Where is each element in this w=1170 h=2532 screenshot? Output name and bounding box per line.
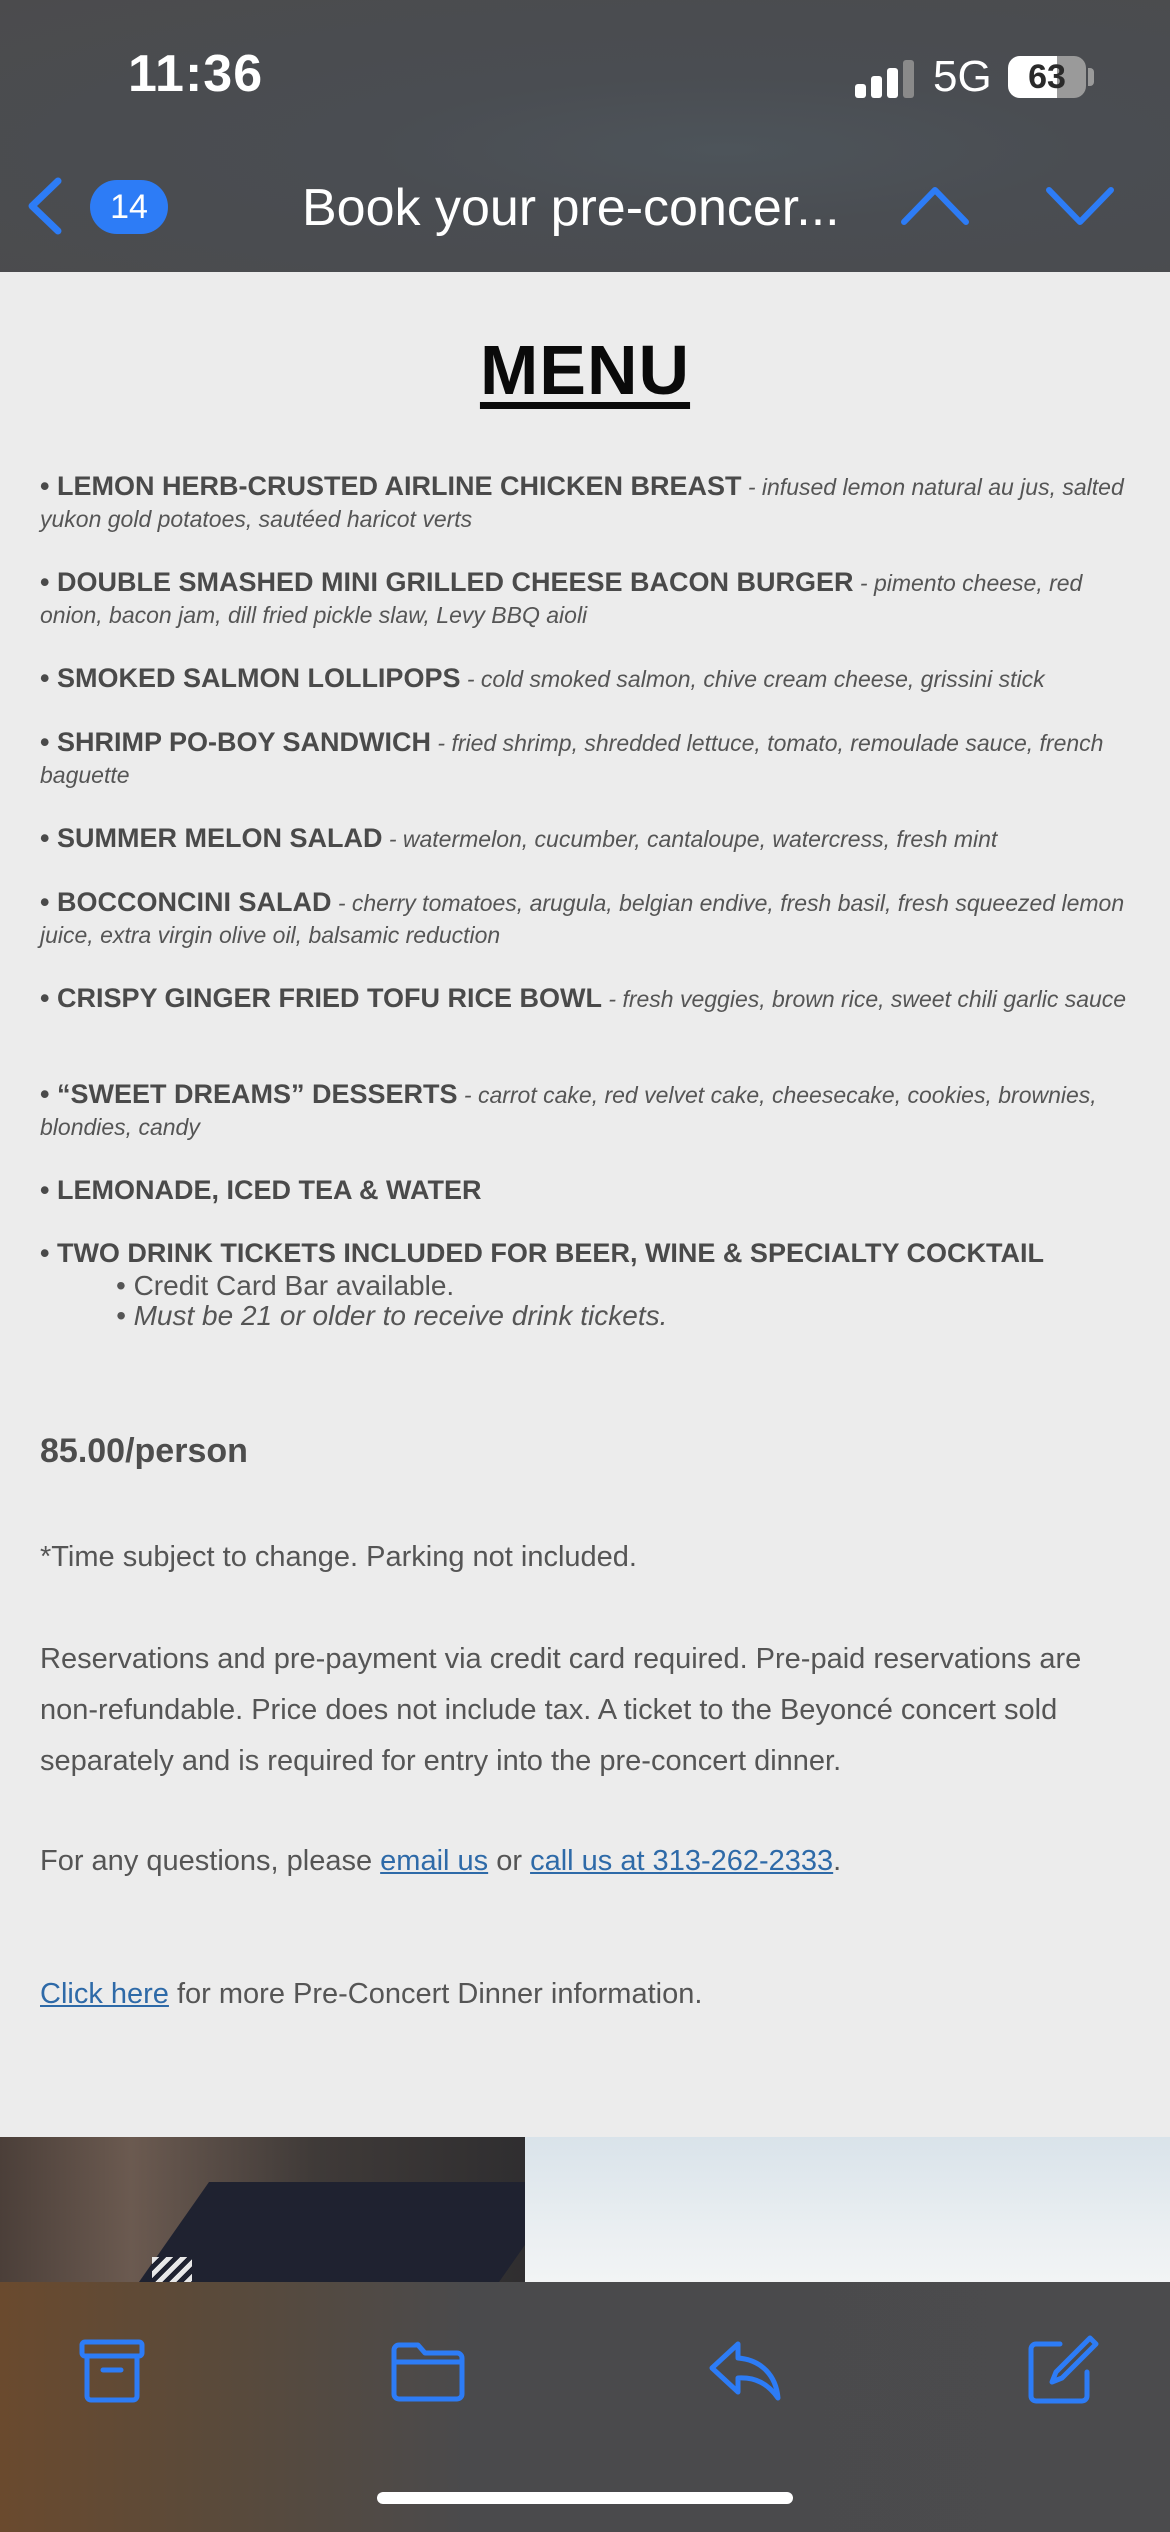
- compose-icon: [1020, 2330, 1100, 2410]
- menu-item-desc: - cold smoked salmon, chive cream cheese, grissini stick: [460, 666, 1045, 692]
- previous-message-button[interactable]: [900, 180, 970, 230]
- menu-item: [40, 886, 1135, 951]
- more-info-line: [40, 1969, 1140, 2020]
- menu-item: [40, 1174, 1135, 1207]
- menu-item: [40, 662, 1135, 695]
- move-to-folder-button[interactable]: [388, 2330, 468, 2410]
- archive-button[interactable]: [72, 2330, 152, 2410]
- chevron-up-icon: [900, 180, 970, 230]
- email-subject-title: Book your pre-concer...: [302, 179, 840, 237]
- menu-item-desc: - watermelon, cucumber, cantaloupe, watercress, fresh mint: [382, 826, 998, 852]
- compose-button[interactable]: [1020, 2330, 1100, 2410]
- more-info-text: for more Pre-Concert Dinner information.: [168, 1978, 703, 2010]
- menu-item: [40, 982, 1135, 1015]
- menu-item-name: • TWO DRINK TICKETS INCLUDED FOR BEER, WINE & SPECIALTY COCKTAIL: [40, 1238, 1044, 1268]
- chevron-left-icon: [22, 175, 72, 237]
- menu-item: [40, 470, 1135, 535]
- questions-suffix: .: [833, 1845, 842, 1877]
- battery-icon: [1008, 56, 1086, 98]
- menu-item-name: • BOCCONCINI SALAD: [40, 887, 332, 917]
- folder-icon: [388, 2330, 468, 2410]
- menu-item-name: • LEMONADE, ICED TEA & WATER: [40, 1175, 482, 1205]
- menu-sub-item: • Credit Card Bar available.: [116, 1270, 455, 1301]
- menu-item-name: • SHRIMP PO-BOY SANDWICH: [40, 727, 431, 757]
- reply-button[interactable]: [704, 2330, 784, 2410]
- top-bar: [0, 0, 1170, 272]
- back-button[interactable]: [22, 175, 72, 237]
- menu-item: [40, 1237, 1135, 1270]
- questions-line: [40, 1836, 1140, 1887]
- menu-item-name: • CRISPY GINGER FRIED TOFU RICE BOWL: [40, 983, 602, 1013]
- menu-item-name: • SMOKED SALMON LOLLIPOPS: [40, 663, 461, 693]
- questions-prefix: For any questions, please: [40, 1845, 381, 1877]
- menu-item-name: • LEMON HERB-CRUSTED AIRLINE CHICKEN BREAST: [40, 471, 742, 501]
- menu-item-desc: - infused lemon natural au jus, salted yukon gold potatoes, sautéed haricot verts: [40, 474, 1124, 532]
- menu-item-desc: - pimento cheese, red onion, bacon jam, dill fried pickle slaw, Levy BBQ aioli: [40, 570, 1083, 628]
- click-here-link[interactable]: Click here: [40, 1978, 169, 2010]
- menu-item-name: • SUMMER MELON SALAD: [40, 823, 383, 853]
- fork-detail: [152, 2257, 192, 2282]
- menu-item-desc: - carrot cake, red velvet cake, cheesecake, cookies, brownies, blondies, candy: [40, 1082, 1097, 1140]
- menu-item-desc: - fried shrimp, shredded lettuce, tomato, remoulade sauce, french baguette: [40, 730, 1104, 788]
- menu-title: MENU: [479, 331, 691, 409]
- network-type: 5G: [933, 52, 992, 101]
- chevron-down-icon: [1045, 180, 1115, 230]
- menu-sub-item: • Must be 21 or older to receive drink tickets.: [116, 1300, 668, 1331]
- questions-or: or: [488, 1845, 531, 1877]
- menu-item: [40, 822, 1135, 855]
- venue-photo[interactable]: [525, 2137, 1170, 2282]
- menu-item: [40, 1078, 1135, 1143]
- reservations-note: Reservations and pre-payment via credit card required. Pre-paid reservations are non-refundable. Price does not include tax. A ticket to the Beyoncé concert sold separately and is required for entry into the pre-concert dinner.: [40, 1643, 1082, 1777]
- menu-item: [40, 726, 1135, 791]
- menu-item-name: • DOUBLE SMASHED MINI GRILLED CHEESE BACON BURGER: [40, 567, 854, 597]
- menu-item-desc: - cherry tomatoes, arugula, belgian endive, fresh basil, fresh squeezed lemon juice, extra virgin olive oil, balsamic reduction: [40, 890, 1125, 948]
- mailbox-count-badge[interactable]: 14: [90, 180, 168, 234]
- dinner-photo[interactable]: [0, 2137, 525, 2282]
- menu-item-name: • “SWEET DREAMS” DESSERTS: [40, 1079, 458, 1109]
- price-per-person: 85.00/person: [40, 1432, 248, 1470]
- archive-icon: [72, 2330, 152, 2410]
- email-us-link[interactable]: email us: [380, 1845, 489, 1877]
- menu-item-desc: - fresh veggies, brown rice, sweet chili garlic sauce: [602, 986, 1127, 1012]
- battery-level: 63: [1028, 58, 1066, 96]
- reply-icon: [704, 2330, 784, 2410]
- time-note: *Time subject to change. Parking not included.: [40, 1541, 637, 1573]
- call-us-link[interactable]: call us at 313-262-2333: [530, 1845, 834, 1877]
- status-time: 11:36: [128, 45, 264, 103]
- battery-tip: [1088, 68, 1094, 86]
- home-indicator[interactable]: [377, 2492, 793, 2504]
- cellular-signal-icon: [855, 58, 915, 98]
- next-message-button[interactable]: [1045, 180, 1115, 230]
- menu-item: [40, 566, 1135, 631]
